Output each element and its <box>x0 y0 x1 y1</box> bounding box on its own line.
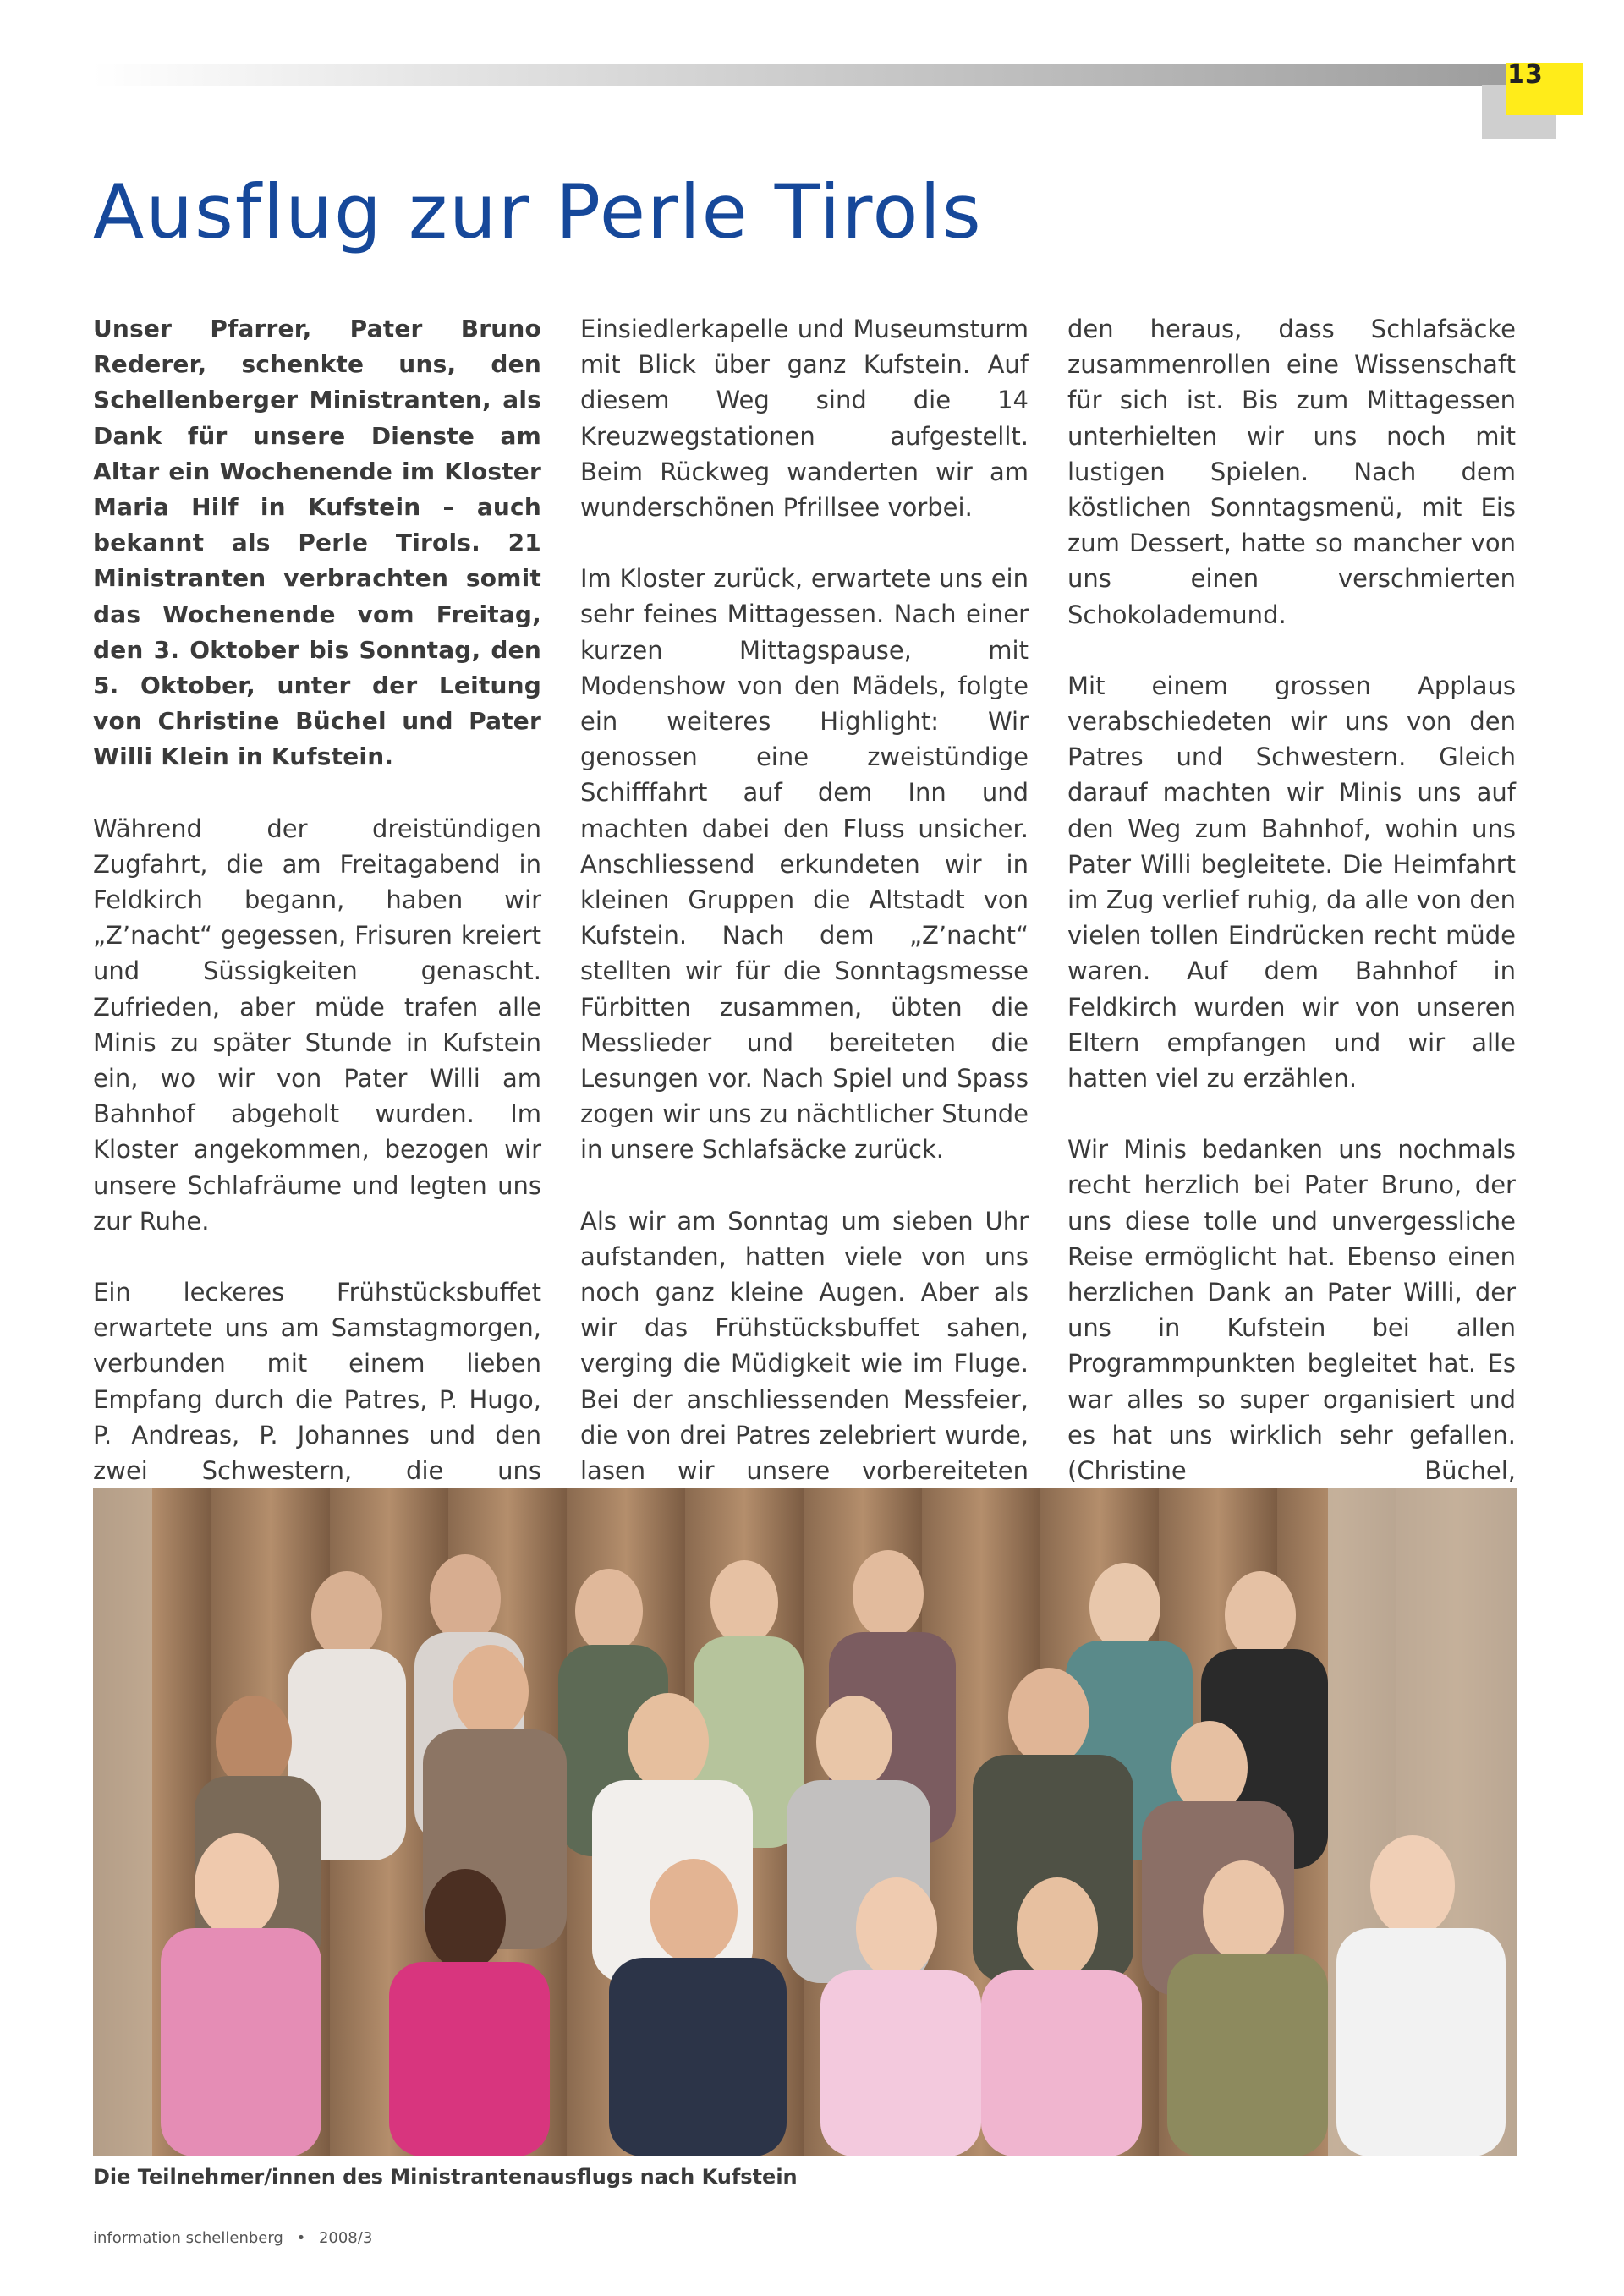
group-photo-illustration <box>93 1488 1517 2156</box>
photo-caption: Die Teilnehmer/innen des Ministrantenausflugs nach Kufstein <box>93 2165 798 2189</box>
article-paragraph: Mit einem grossen Applaus verabschiedeten wir uns von den Patres und Schwestern. Gleich darauf machten wir Minis uns auf den Weg zum Bahnhof, wohin uns Pater Willi begleitete. Die Heimfahrt im Zug verlief ruhig, da alle von den vielen tollen Eindrücken recht müde waren. Auf dem Bahnhof in Feldkirch wurden wir von unseren Eltern empfangen und wir alle hatten viel zu erzählen. <box>1067 671 1516 1093</box>
page-footer <box>93 2229 372 2247</box>
group-photo <box>93 1488 1517 2156</box>
article-paragraph: Ein leckeres Frühstücksbuffet erwartete uns am Samstagmorgen, verbunden mit einem lieben Empfang durch die Patres, P. Hugo, P. Andreas, P. Johannes und den zwei Schwestern, die uns <box>93 1278 541 1486</box>
wall-left <box>93 1488 152 2156</box>
page-number: 13 <box>1507 60 1543 90</box>
article-paragraph: Im Kloster zurück, erwartete uns ein sehr feines Mittagessen. Nach einer kurzen Mittagspause, mit Modenshow von den Mädels, folgte ein weiteres Highlight: Wir genossen eine zweistündige Schifffahrt auf dem Inn und machten dabei den Fluss unsicher. Anschliessend erkundeten wir in kleinen Gruppen die Altstadt von Kufstein. Nach dem „Z’nacht“ stellten wir für die Sonntagsmesse Fürbitten zusammen, übten die Messlieder und bereiteten die Lesungen vor. Nach Spiel und Spass zogen wir uns zu nächtlicher Stunde in unsere Schlafsäcke zurück. <box>580 564 1029 1164</box>
article-paragraph: den heraus, dass Schlafsäcke zusammenrollen eine Wissenschaft für sich ist. Bis zum Mittagessen unterhielten wir uns noch mit lustigen Spielen. Nach dem köstlichen Sonntagsmenü, mit Eis zum Dessert, hatte so mancher von uns einen verschmierten Schokolademund. <box>1067 315 1516 629</box>
article-column-2 <box>580 311 1029 1596</box>
article-paragraph: Während der dreistündigen Zugfahrt, die am Freitagabend in Feldkirch begann, haben wir „Z’nacht“ gegessen, Frisuren kreiert und Süssigkeiten genascht. Zufrieden, aber müde trafen alle Minis zu später Stunde in Kufstein ein, wo wir von Pater Willi am Bahnhof abgeholt wurden. Im Kloster angekommen, bezogen wir unsere Schlafräume und legten uns zur Ruhe. <box>93 814 541 1236</box>
header-gradient-bar <box>93 64 1514 86</box>
article-title: Ausflug zur Perle Tirols <box>93 168 983 255</box>
footer-publication: information schellenberg <box>93 2229 283 2247</box>
footer-separator: • <box>296 2229 306 2247</box>
article-paragraph: Wir Minis bedanken uns nochmals recht herzlich bei Pater Bruno, der uns diese tolle und unvergessliche Reise ermöglicht hat. Ebenso einen herzlichen Dank an Pater Willi, der uns in Kufstein bei allen Programmpunkten begleitet hat. Es war alles so super organisiert und es hat uns wirklich sehr gefallen. (Christine Büchel, <box>1067 1135 1516 1486</box>
article-column-1 <box>93 311 541 1667</box>
article-lead: Unser Pfarrer, Pater Bruno Rederer, schenkte uns, den Schellenberger Ministranten, als Dank für unsere Dienste am Altar ein Wochenende im Kloster Maria Hilf in Kufstein – auch bekannt als Perle Tirols. 21 Ministranten verbrachten somit das Wochenende vom Freitag, den 3. Oktober bis Sonntag, den 5. Oktober, unter der Leitung von Christine Büchel und Pater Willi Klein in Kufstein. <box>93 315 541 771</box>
article-column-3 <box>1067 311 1516 1560</box>
article-paragraph: Als wir am Sonntag um sieben Uhr aufstanden, hatten viele von uns noch ganz kleine Augen. Aber als wir das Frühstücksbuffet sahen, verging die Müdigkeit wie im Fluge. Bei der anschliessenden Messfeier, die von drei Patres zelebriert wurde, lasen wir unsere vorbereiteten <box>580 1206 1029 1486</box>
footer-issue: 2008/3 <box>318 2229 373 2247</box>
article-paragraph: Einsiedlerkapelle und Museumsturm mit Blick über ganz Kufstein. Auf diesem Weg sind die 14 Kreuzwegstationen aufgestellt. Beim Rückweg wanderten wir am wunderschönen Pfrillsee vorbei. <box>580 315 1029 523</box>
